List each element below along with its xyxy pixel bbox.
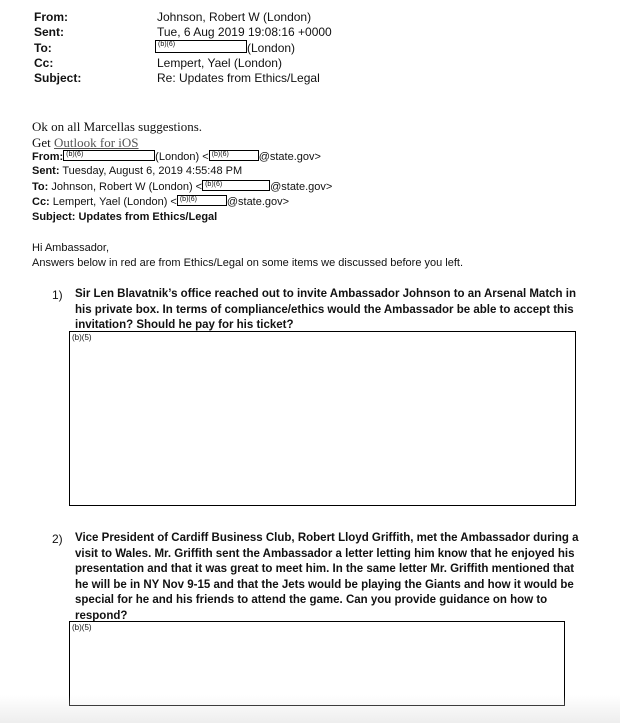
redaction-code: (b)(5) bbox=[72, 623, 92, 632]
quoted-cc-value: Lempert, Yael (London) < bbox=[52, 196, 177, 208]
quoted-to-value: Johnson, Robert W (London) < bbox=[51, 181, 203, 193]
redacted-answer-box bbox=[69, 621, 565, 706]
from-label: From: bbox=[34, 10, 68, 24]
quoted-from-london: (London) < bbox=[155, 151, 209, 163]
redacted-answer-box bbox=[69, 331, 576, 506]
quoted-cc-domain: @state.gov> bbox=[226, 196, 290, 208]
redaction-box: (b)(6) bbox=[63, 150, 155, 161]
question-text: Sir Len Blavatnik’s office reached out to invite Ambassador Johnson to an Arsenal Match in his private box. In terms of compliance/ethics would the Ambassador be able to accept this invitation? Should he pay for his ticket? bbox=[75, 288, 576, 331]
question-text: Vice President of Cardiff Business Club, Robert Lloyd Griffith, met the Ambassador during a visit to Wales. Mr. Griffith sent the Ambassador a letter letting him know that he enjoyed his presentation and that it was great to meet him. In the same letter Mr. Griffith mentioned that he will be in NY Nov 9-15 and that the Jets would be playing the Giants and how it would be special for he and his friends to attend the game. Can you provide guidance on how to respond? bbox=[75, 532, 579, 622]
quoted-from-row bbox=[32, 150, 321, 163]
quoted-sent-label: Sent: bbox=[32, 165, 60, 177]
redaction-code: (b)(5) bbox=[72, 333, 92, 342]
quoted-subject-row bbox=[32, 211, 217, 223]
question-number: 2) bbox=[52, 532, 63, 546]
cc-value: Lempert, Yael (London) bbox=[157, 56, 282, 70]
reply-line: Ok on all Marcellas suggestions. bbox=[32, 119, 203, 134]
to-value-row bbox=[155, 40, 295, 55]
quoted-cc-row bbox=[32, 195, 289, 208]
subject-value: Re: Updates from Ethics/Legal bbox=[157, 71, 320, 85]
page-bottom-shade bbox=[0, 695, 620, 723]
from-value: Johnson, Robert W (London) bbox=[157, 10, 312, 24]
quoted-sent-value: Tuesday, August 6, 2019 4:55:48 PM bbox=[62, 165, 243, 177]
quoted-from-label: From: bbox=[32, 151, 64, 163]
get-prefix: Get bbox=[32, 135, 55, 150]
quoted-subject-value: Updates from Ethics/Legal bbox=[78, 211, 218, 223]
quoted-to-label: To: bbox=[32, 181, 49, 193]
redaction-box: (b)(6) bbox=[155, 40, 247, 53]
subject-label: Subject: bbox=[34, 71, 82, 85]
quoted-to-domain: @state.gov> bbox=[270, 181, 333, 193]
sent-value: Tue, 6 Aug 2019 19:08:16 +0000 bbox=[157, 25, 332, 39]
redaction-box: (b)(6) bbox=[202, 180, 270, 191]
cc-label: Cc: bbox=[34, 56, 54, 70]
question-number: 1) bbox=[52, 288, 63, 302]
quoted-cc-label: Cc: bbox=[32, 196, 50, 208]
quoted-from-domain: @state.gov> bbox=[258, 151, 321, 163]
to-value: (London) bbox=[247, 41, 296, 55]
outlook-line bbox=[32, 135, 139, 151]
quoted-sent-row bbox=[32, 165, 242, 177]
sent-label: Sent: bbox=[34, 25, 64, 39]
intro-text: Answers below in red are from Ethics/Legal on some items we discussed before you left. bbox=[32, 257, 464, 269]
outlook-link[interactable]: Outlook for iOS bbox=[54, 135, 139, 150]
quoted-to-row bbox=[32, 180, 332, 193]
quoted-subject-label: Subject: bbox=[32, 211, 76, 223]
redaction-box: (b)(6) bbox=[209, 150, 259, 161]
redaction-box: (b)(6) bbox=[177, 195, 227, 206]
greeting: Hi Ambassador, bbox=[32, 242, 110, 254]
to-label: To: bbox=[34, 41, 52, 55]
